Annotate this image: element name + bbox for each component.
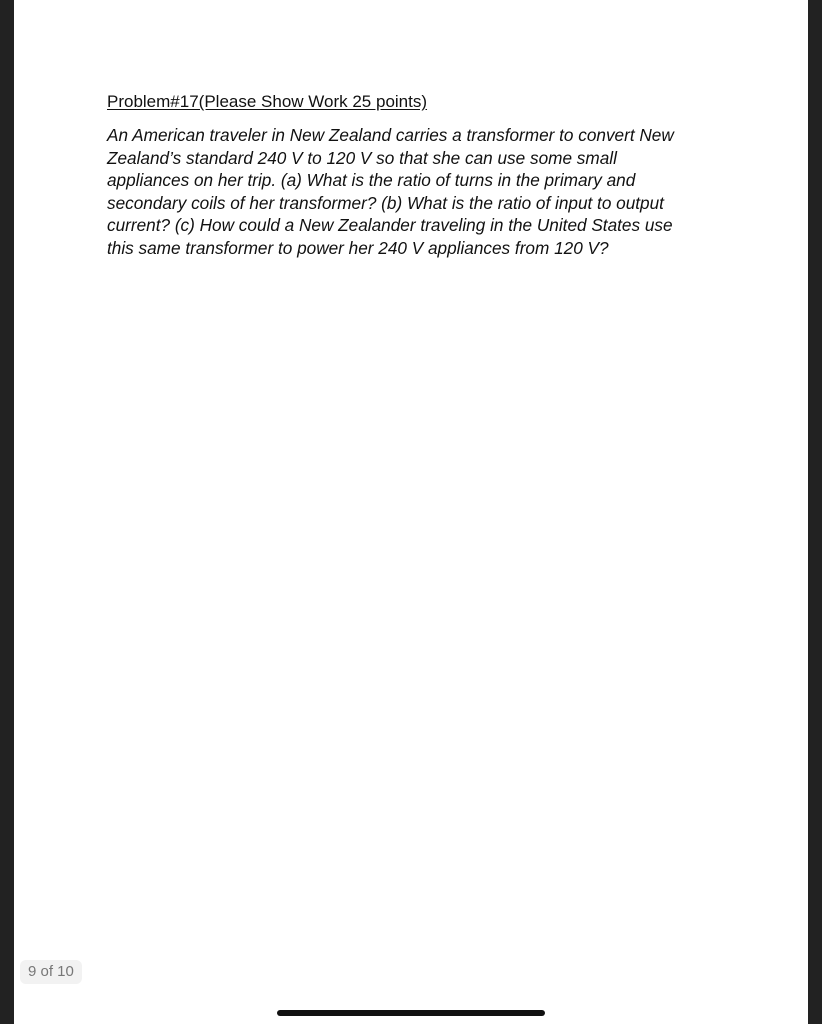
problem-text-line: Zealand’s standard 240 V to 120 V so that she can use some small [107, 147, 617, 168]
problem-text-line: appliances on her trip. (a) What is the ratio of turns in the primary and [107, 170, 636, 191]
document-page[interactable] [14, 0, 808, 1024]
problem-text [107, 124, 727, 260]
problem-heading: Problem#17(Please Show Work 25 points) [107, 92, 428, 111]
home-indicator-bar[interactable] [277, 1010, 545, 1016]
problem-text-line: current? (c) How could a New Zealander traveling in the United States use [107, 215, 673, 236]
page-indicator: 9 of 10 [20, 960, 82, 984]
problem-text-line: secondary coils of her transformer? (b) What is the ratio of input to output [107, 192, 664, 213]
problem-text-line: this same transformer to power her 240 V appliances from 120 V? [107, 237, 609, 258]
problem-text-line: An American traveler in New Zealand carries a transformer to convert New [107, 125, 674, 145]
